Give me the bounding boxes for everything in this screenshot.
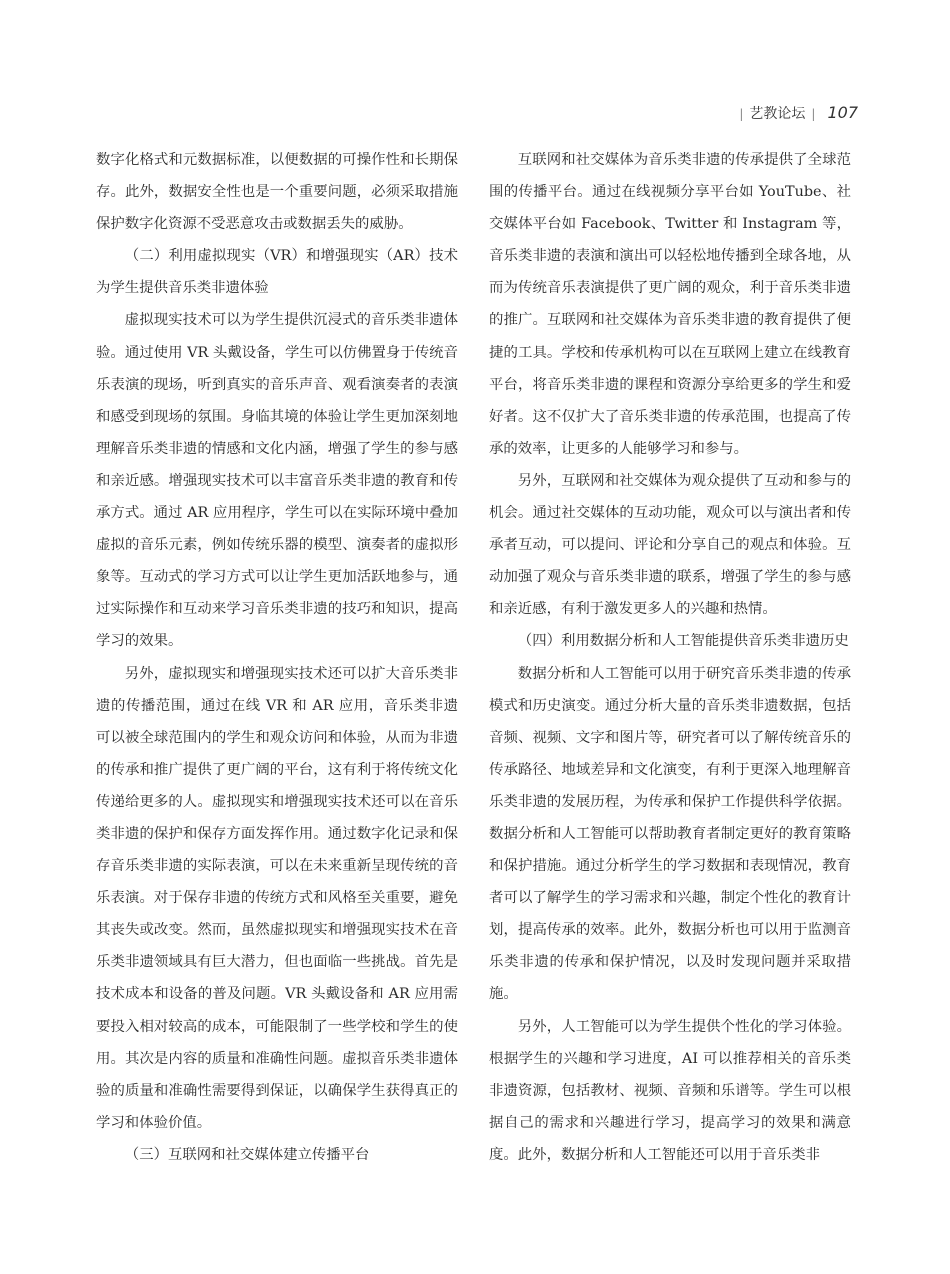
paragraph: 虚拟现实技术可以为学生提供沉浸式的音乐类非遗体验。通过使用 VR 头戴设备，学生可以仿佛置身于传统音乐表演的现场，听到真实的音乐声音、观看演奏者的表演和感受到现场的氛围。身临其境的体验让学生更加深刻地理解音乐类非遗的情感和文化内涵，增强了学生的参与感和亲近感。增强现实技术可以丰富音乐类非遗的教育和传承方式。通过 AR 应用程序，学生可以在实际环境中叠加虚拟的音乐元素，例如传统乐器的模型、演奏者的虚拟形象等。互动式的学习方式可以让学生更加活跃地参与，通过实际操作和互动来学习音乐类非遗的技巧和知识，提高学习的效果。 bbox=[96, 312, 458, 650]
section-heading-2: （二）利用虚拟现实（VR）和增强现实（AR）技术为学生提供音乐类非遗体验 bbox=[96, 248, 458, 297]
paragraph: 互联网和社交媒体为音乐类非遗的传承提供了全球范围的传播平台。通过在线视频分享平台如 YouTube、社交媒体平台如 Facebook、Twitter 和 Instagram 等，音乐类非遗的表演和演出可以轻松地传播到全球各地，从而为传统音乐表演提供了更广阔的观众，利于音乐类非遗的推广。互联网和社交媒体为音乐类非遗的教育提供了便捷的工具。学校和传承机构可以在互联网上建立在线教育平台，将音乐类非遗的课程和资源分享给更多的学生和爱好者。这不仅扩大了音乐类非遗的传承范围，也提高了传承的效率，让更多的人能够学习和参与。 bbox=[489, 152, 851, 457]
left-column bbox=[96, 144, 458, 1171]
header-divider-left: | bbox=[739, 107, 744, 121]
paragraph: 另外，人工智能可以为学生提供个性化的学习体验。根据学生的兴趣和学习进度，AI 可以推荐相关的音乐类非遗资源，包括教材、视频、音频和乐谱等。学生可以根据自己的需求和兴趣进行学习，提高学习的效果和满意度。此外，数据分析和人工智能还可以用于音乐类非 bbox=[489, 1018, 851, 1163]
running-header bbox=[739, 103, 858, 123]
right-column bbox=[489, 144, 851, 1171]
paragraph: 另外，互联网和社交媒体为观众提供了互动和参与的机会。通过社交媒体的互动功能，观众可以与演出者和传承者互动，可以提问、评论和分享自己的观点和体验。互动加强了观众与音乐类非遗的联系，增强了学生的参与感和亲近感，有利于激发更多人的兴趣和热情。 bbox=[489, 472, 851, 618]
paragraph: 另外，虚拟现实和增强现实技术还可以扩大音乐类非遗的传播范围，通过在线 VR 和 AR 应用，音乐类非遗可以被全球范围内的学生和观众访问和体验，从而为非遗的传承和推广提供了更广阔的平台，这有利于将传统文化传递给更多的人。虚拟现实和增强现实技术还可以在音乐类非遗的保护和保存方面发挥作用。通过数字化记录和保存音乐类非遗的实际表演，可以在未来重新呈现传统的音乐表演。对于保存非遗的传统方式和风格至关重要，避免其丧失或改变。然而，虽然虚拟现实和增强现实技术在音乐类非遗领域具有巨大潜力，但也面临一些挑战。首先是技术成本和设备的普及问题。VR 头戴设备和 AR 应用需要投入相对较高的成本，可能限制了一些学校和学生的使用。其次是内容的质量和准确性问题。虚拟音乐类非遗体验的质量和准确性需要得到保证，以确保学生获得真正的学习和体验价值。 bbox=[96, 665, 458, 1131]
paragraph-continuation: 数字化格式和元数据标准，以便数据的可操作性和长期保存。此外，数据安全性也是一个重要问题，必须采取措施保护数字化资源不受恶意攻击或数据丢失的威胁。 bbox=[96, 152, 458, 233]
page-number: 107 bbox=[827, 103, 858, 122]
journal-section-title: 艺教论坛 bbox=[749, 106, 806, 122]
section-heading-3: （三）互联网和社交媒体建立传播平台 bbox=[124, 1146, 370, 1163]
section-heading-4: （四）利用数据分析和人工智能提供音乐类非遗历史 bbox=[517, 633, 849, 650]
header-divider-right: | bbox=[811, 107, 816, 121]
paragraph: 数据分析和人工智能可以用于研究音乐类非遗的传承模式和历史演变。通过分析大量的音乐类非遗数据，包括音频、视频、文字和图片等，研究者可以了解传统音乐的传承路径、地域差异和文化演变，有利于更深入地理解音乐类非遗的发展历程，为传承和保护工作提供科学依据。数据分析和人工智能可以帮助教育者制定更好的教育策略和保护措施。通过分析学生的学习数据和表现情况，教育者可以了解学生的学习需求和兴趣，制定个性化的教育计划，提高传承的效率。此外，数据分析也可以用于监测音乐类非遗的传承和保护情况，以及时发现问题并采取措施。 bbox=[489, 665, 851, 1003]
